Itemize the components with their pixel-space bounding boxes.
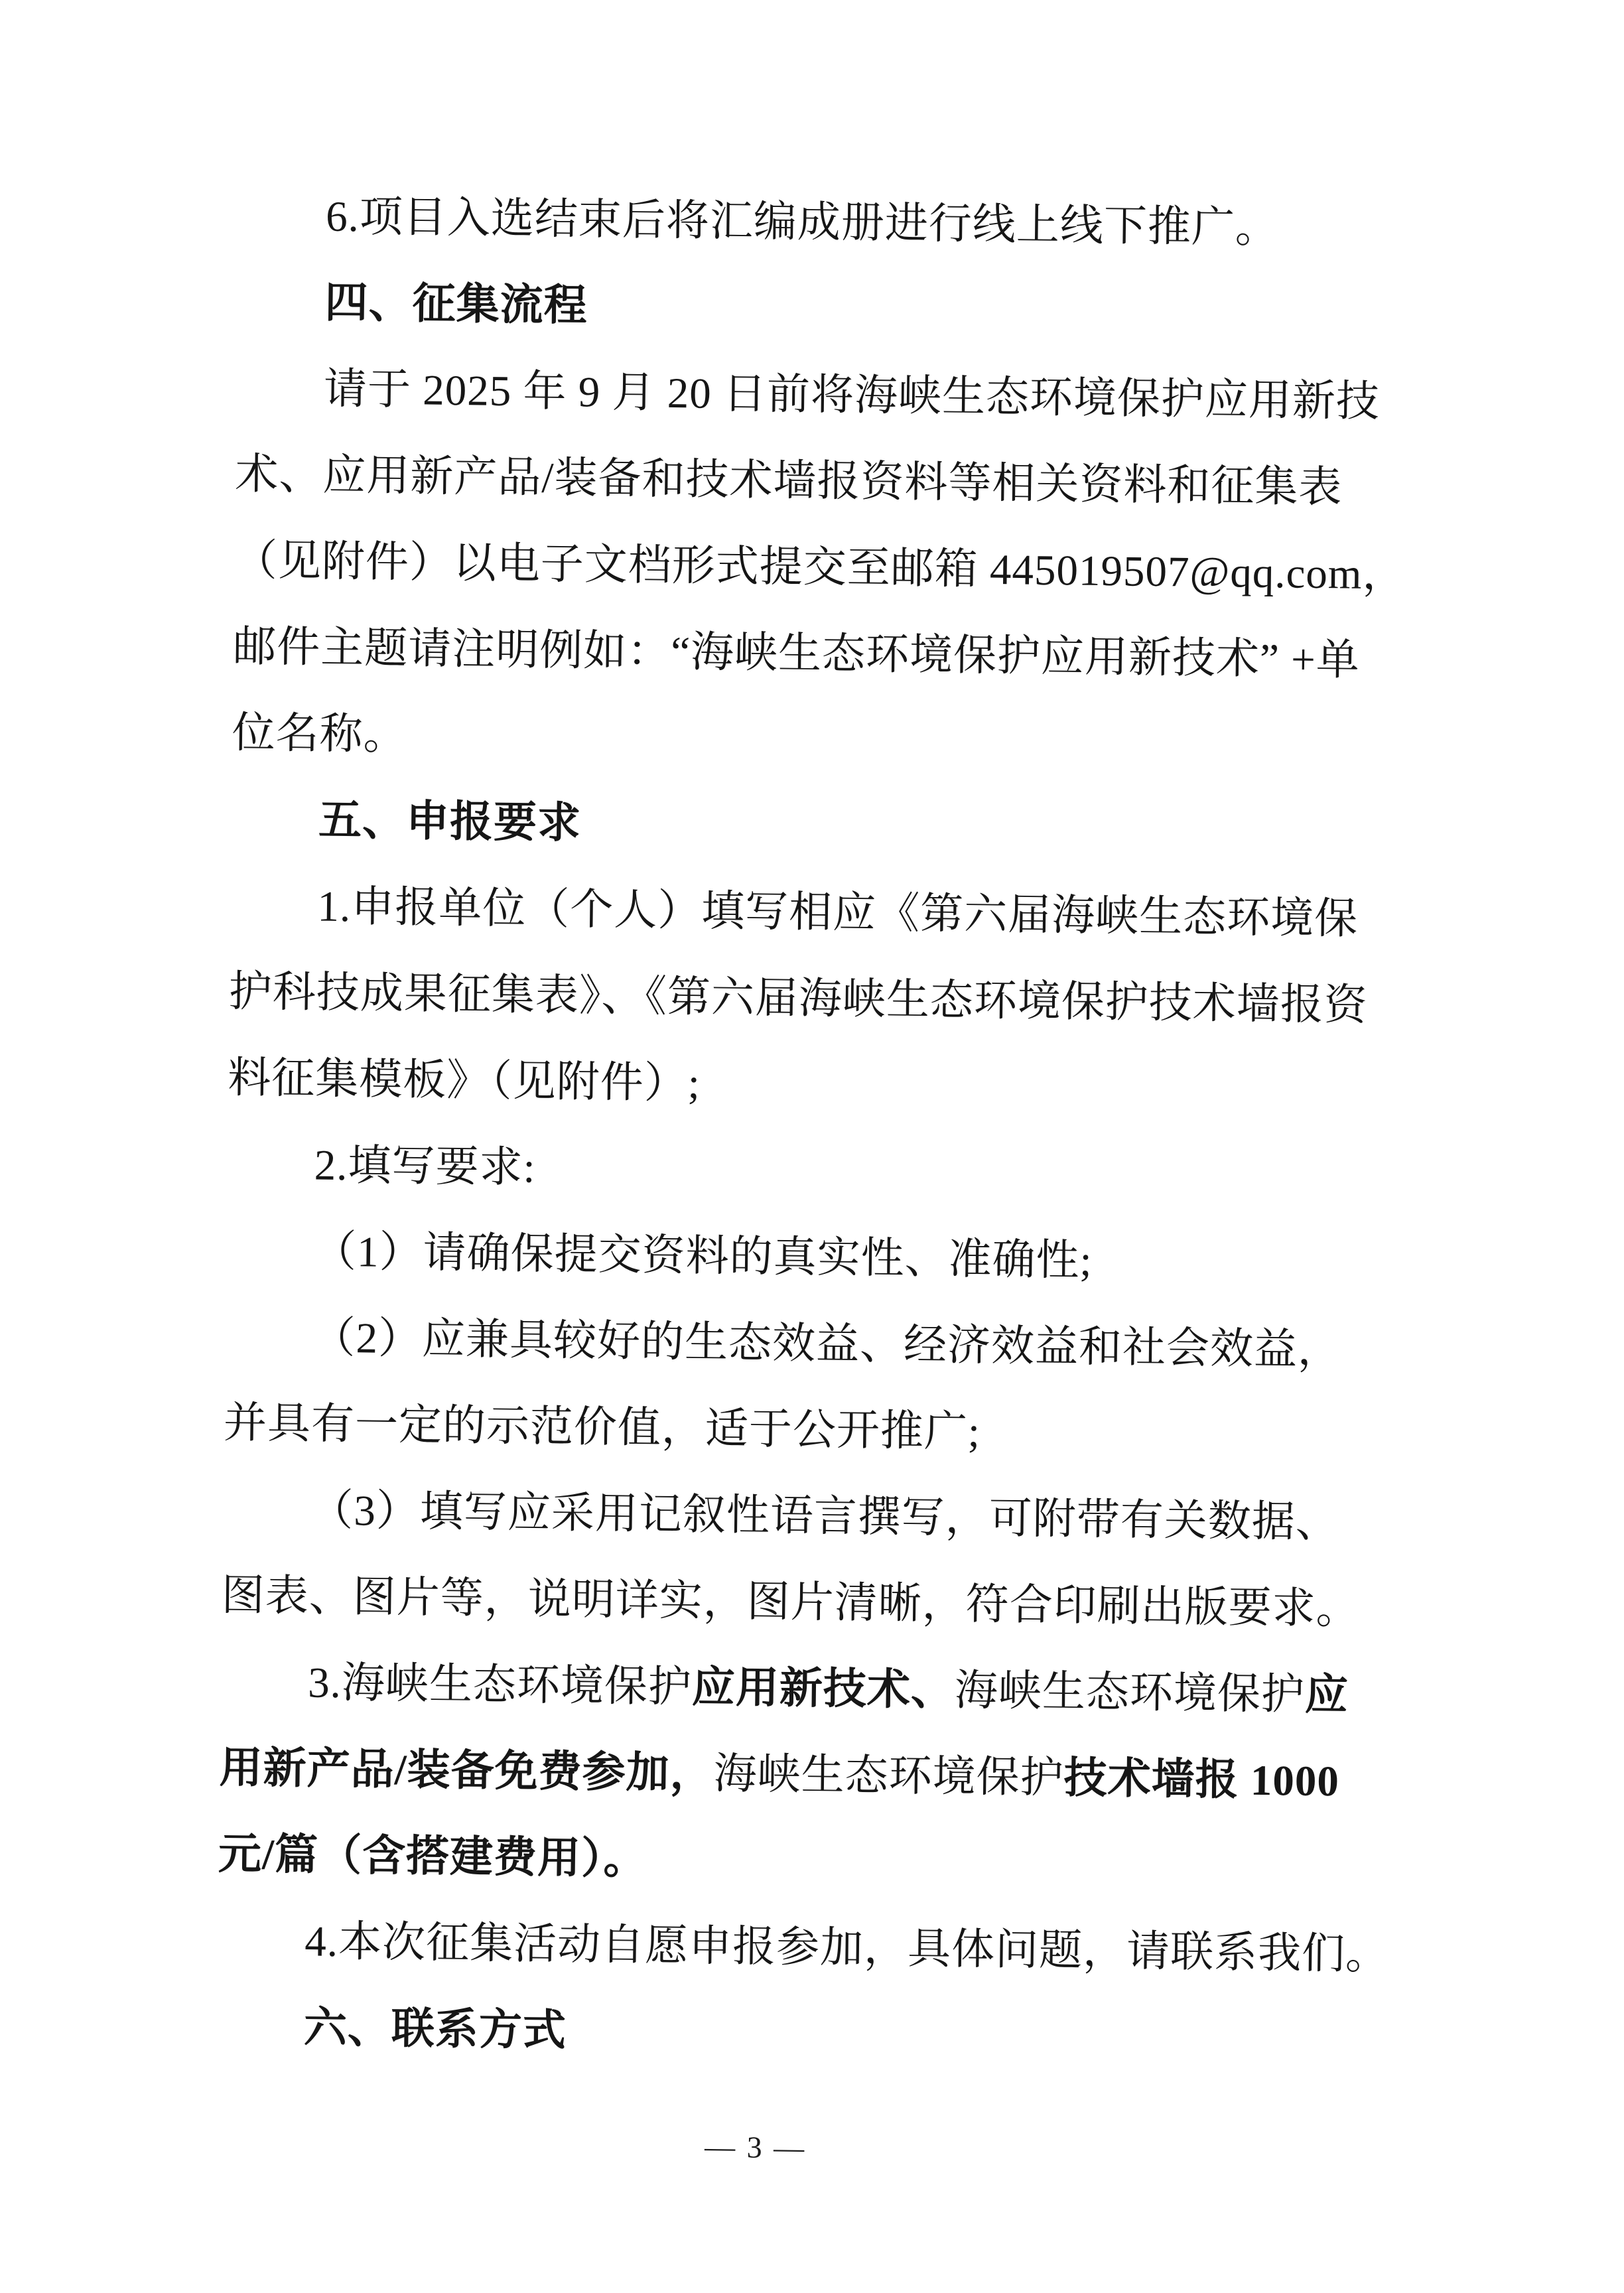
- text-segment: 位名称。: [232, 709, 408, 760]
- item-3-line-3: [218, 1811, 1412, 1912]
- para-deadline-line-2: [235, 431, 1430, 532]
- item-3-line-2: [219, 1725, 1414, 1826]
- text-segment: 6.项目入选结束后将汇编成册进行线上线下推广。: [325, 192, 1280, 253]
- heading-section-6: [216, 1984, 1410, 2085]
- document-body: [216, 173, 1433, 2085]
- para-deadline-line-5: [232, 690, 1426, 791]
- text-segment: （见附件）以电子文档形式提交至邮箱 445019507@qq.com，: [234, 536, 1406, 599]
- text-segment: 图表、图片等，说明详实，图片清晰，符合印刷出版要求。: [221, 1571, 1361, 1633]
- item-2-sub-3-line-2: [221, 1553, 1416, 1653]
- text-segment: 1.申报单位（个人）填写相应《第六届海峡生态环境保: [317, 882, 1359, 943]
- text-segment: 护科技成果征集表》、《第六届海峡生态环境保护技术墙报资: [228, 967, 1369, 1030]
- text-segment: （1）请确保提交资料的真实性、准确性;: [312, 1227, 1093, 1285]
- text-segment: （2）应兼具较好的生态效益、经济效益和社会效益，: [312, 1314, 1342, 1375]
- text-segment: （3）填写应采用记叙性语言撰写，可附带有关数据、: [309, 1486, 1340, 1547]
- text-segment: 海峡生态环境保护: [954, 1667, 1306, 1719]
- text-segment: 并具有一定的示范价值，适于公开推广;: [223, 1399, 981, 1456]
- item-1-line-2: [228, 949, 1423, 1050]
- bold-text-segment: 技术墙报 1000: [1063, 1754, 1340, 1806]
- text-segment: 料征集模板》（见附件）;: [227, 1054, 701, 1108]
- bold-text-segment: 六、联系方式: [303, 2004, 567, 2055]
- bold-text-segment: 四、征集流程: [324, 279, 588, 330]
- bold-text-segment: 元/篇（含搭建费用）。: [218, 1830, 647, 1884]
- bold-text-segment: 用新产品/装备免费参加，: [219, 1744, 714, 1798]
- item-1-line-1: [230, 863, 1424, 963]
- bold-text-segment: 应: [1304, 1671, 1349, 1720]
- text-segment: 邮件主题请注明例如：“海峡生态环境保护应用新技术” +单: [232, 622, 1361, 685]
- item-2-sub-1: [225, 1208, 1420, 1308]
- para-deadline-line-1: [236, 345, 1430, 446]
- item-1-line-3: [228, 1035, 1422, 1136]
- heading-section-4: [237, 259, 1432, 360]
- text-segment: 4.本次征集活动自愿申报参加，具体问题，请联系我们。: [304, 1917, 1390, 1979]
- text-segment: 请于 2025 年 9 月 20 日前将海峡生态环境保护应用新技: [323, 365, 1381, 427]
- item-3-line-1: [220, 1639, 1414, 1740]
- item-2-line: [226, 1121, 1421, 1222]
- heading-section-5: [230, 776, 1425, 877]
- text-segment: 海峡生态环境保护: [713, 1750, 1065, 1803]
- para-deadline-line-4: [232, 604, 1427, 705]
- item-4-line: [217, 1898, 1412, 1998]
- item-2-sub-2-line-2: [223, 1380, 1418, 1481]
- item-2-sub-2-line-1: [224, 1294, 1419, 1395]
- para-deadline-line-3: [234, 518, 1428, 618]
- item-6-line: [237, 173, 1432, 273]
- text-segment: 2.填写要求:: [314, 1141, 536, 1192]
- page-number: — 3 —: [704, 2129, 807, 2165]
- bold-text-segment: 应用新技术、: [691, 1663, 955, 1715]
- bold-text-segment: 五、申报要求: [318, 796, 582, 848]
- text-segment: 术、应用新产品/装备和技术墙报资料等相关资料和征集表: [235, 450, 1343, 512]
- item-2-sub-3-line-1: [222, 1466, 1417, 1567]
- text-segment: 3.海峡生态环境保护: [307, 1659, 693, 1712]
